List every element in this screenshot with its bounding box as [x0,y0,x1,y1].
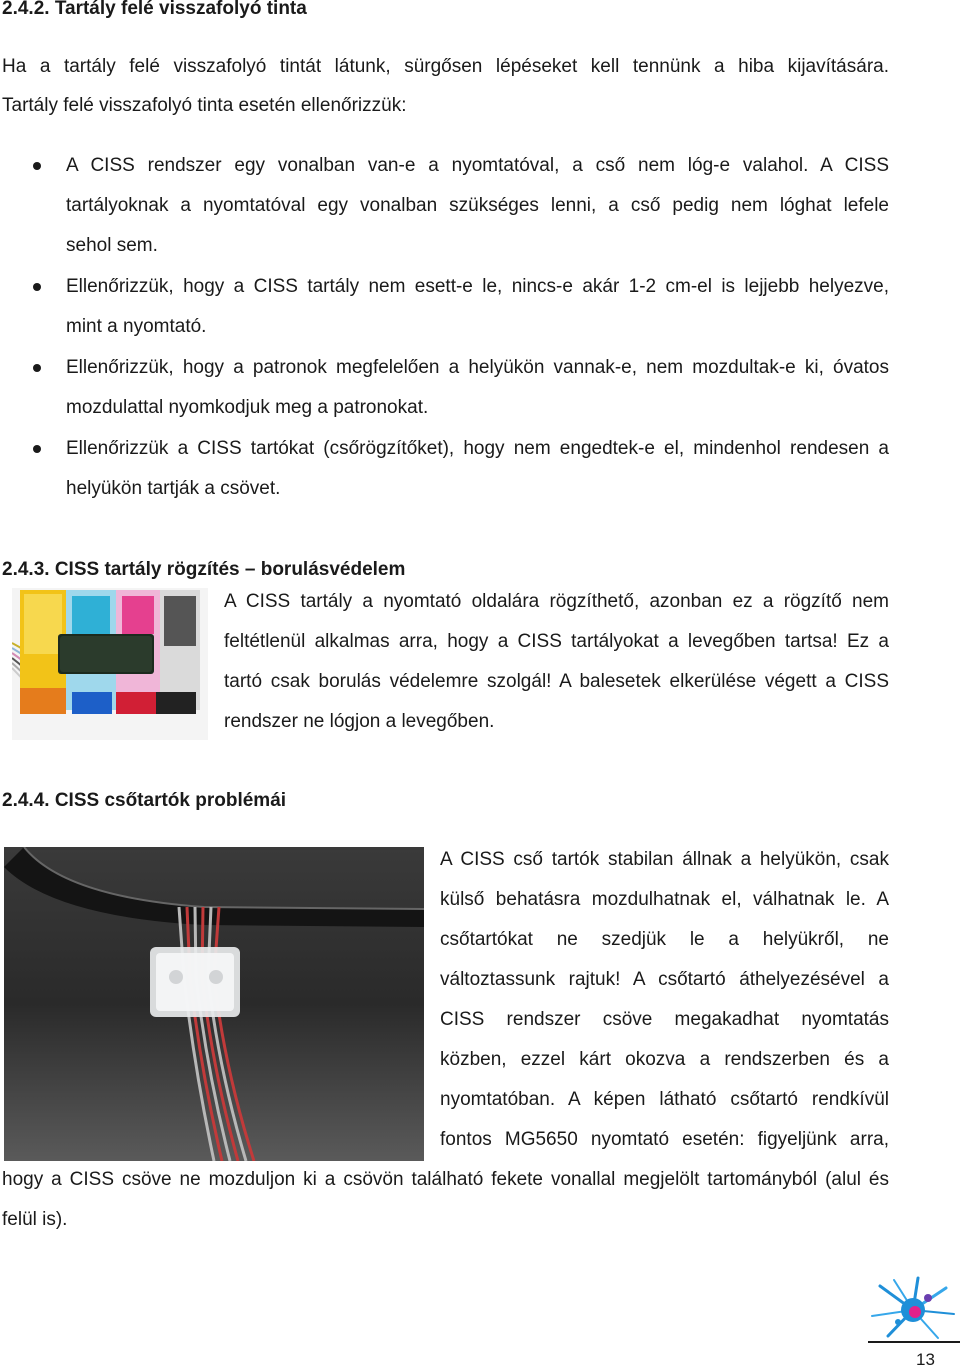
ciss-fix-line-2: feltétlenül alkalmas arra, hogy a CISS tartályokat a levegőben tartsa! Ez a [224,631,889,652]
section-2-4-3-title: 2.4.3. CISS tartály rögzítés – borulásvédelem [2,559,406,580]
ciss-tank-illustration [12,588,208,740]
intro-line-2: Tartály felé visszafolyó tinta esetén ellenőrizzük: [2,95,407,116]
tube-holder-line-8: fontos MG5650 nyomtató esetén: figyeljünk arra, [440,1129,889,1150]
tube-holder-line-6: közben, ezzel kárt okozva a rendszerben és a [440,1049,889,1070]
bullet-4-line-1: Ellenőrizzük a CISS tartókat (csőrögzítőket), hogy nem engedtek-e el, mindenhol rendesen a [66,438,889,459]
tube-holder-full-line-1: hogy a CISS csöve ne mozduljon ki a csövön található fekete vonallal megjelölt tartományból (alul és [2,1169,889,1190]
tube-holder-line-5: CISS rendszer csöve megakadhat nyomtatás [440,1009,889,1030]
section-2-4-4-title: 2.4.4. CISS csőtartók problémái [2,790,287,811]
tube-holder-full-line-2: felül is). [2,1209,68,1230]
tube-holder-photo [4,847,424,1161]
tube-holder-line-2: külső behatásra mozdulhatnak el, válhatnak le. A [440,889,889,910]
intro-line-1: Ha a tartály felé visszafolyó tintát látunk, sürgősen lépéseket kell tennünk a hiba kijavítására. [2,56,889,77]
ciss-fix-line-4: rendszer ne lógjon a levegőben. [224,711,495,732]
bullet-icon [33,364,41,372]
ciss-fix-line-1: A CISS tartály a nyomtató oldalára rögzíthető, azonban ez a rögzítő nem [224,591,889,612]
bullet-4-line-2: helyükön tartják a csövet. [66,478,281,499]
tube-holder-line-4: változtassunk rajtuk! A csőtartó áthelyezésével a [440,969,889,990]
section-2-4-2-title: 2.4.2. Tartály felé visszafolyó tinta [2,0,307,19]
bullet-icon [33,283,41,291]
bullet-3-line-2: mozdulattal nyomkodjuk meg a patronokat. [66,397,429,418]
bullet-1-line-1: A CISS rendszer egy vonalban van-e a nyomtatóval, a cső nem lóg-e valahol. A CISS [66,155,889,176]
bullet-icon [33,162,41,170]
ciss-fix-line-3: tartó csak borulás védelemre szolgál! A balesetek elkerülése végett a CISS [224,671,889,692]
ciss-tank-photo [12,588,208,740]
bullet-2-line-2: mint a nyomtató. [66,316,207,337]
tube-holder-illustration [4,847,424,1161]
bullet-2-line-1: Ellenőrizzük, hogy a CISS tartály nem esett-e le, nincs-e akár 1-2 cm-el is lejjebb helyezve, [66,276,889,297]
tube-holder-line-7: nyomtatóban. A képen látható csőtartó rendkívül [440,1089,889,1110]
splash-logo-icon [868,1276,958,1342]
bullet-icon [33,445,41,453]
bullet-3-line-1: Ellenőrizzük, hogy a patronok megfelelően a helyükön vannak-e, nem mozdultak-e ki, óvatos [66,357,889,378]
tube-holder-line-3: csőtartókat ne szedjük le a helyükről, ne [440,929,889,950]
footer-divider [868,1341,960,1343]
bullet-1-line-2: tartályoknak a nyomtatóval egy vonalban szükséges lenni, a cső pedig nem lóghat lefele [66,195,889,216]
bullet-1-line-3: sehol sem. [66,235,158,256]
tube-holder-line-1: A CISS cső tartók stabilan állnak a helyükön, csak [440,849,889,870]
page-number: 13 [916,1350,935,1369]
